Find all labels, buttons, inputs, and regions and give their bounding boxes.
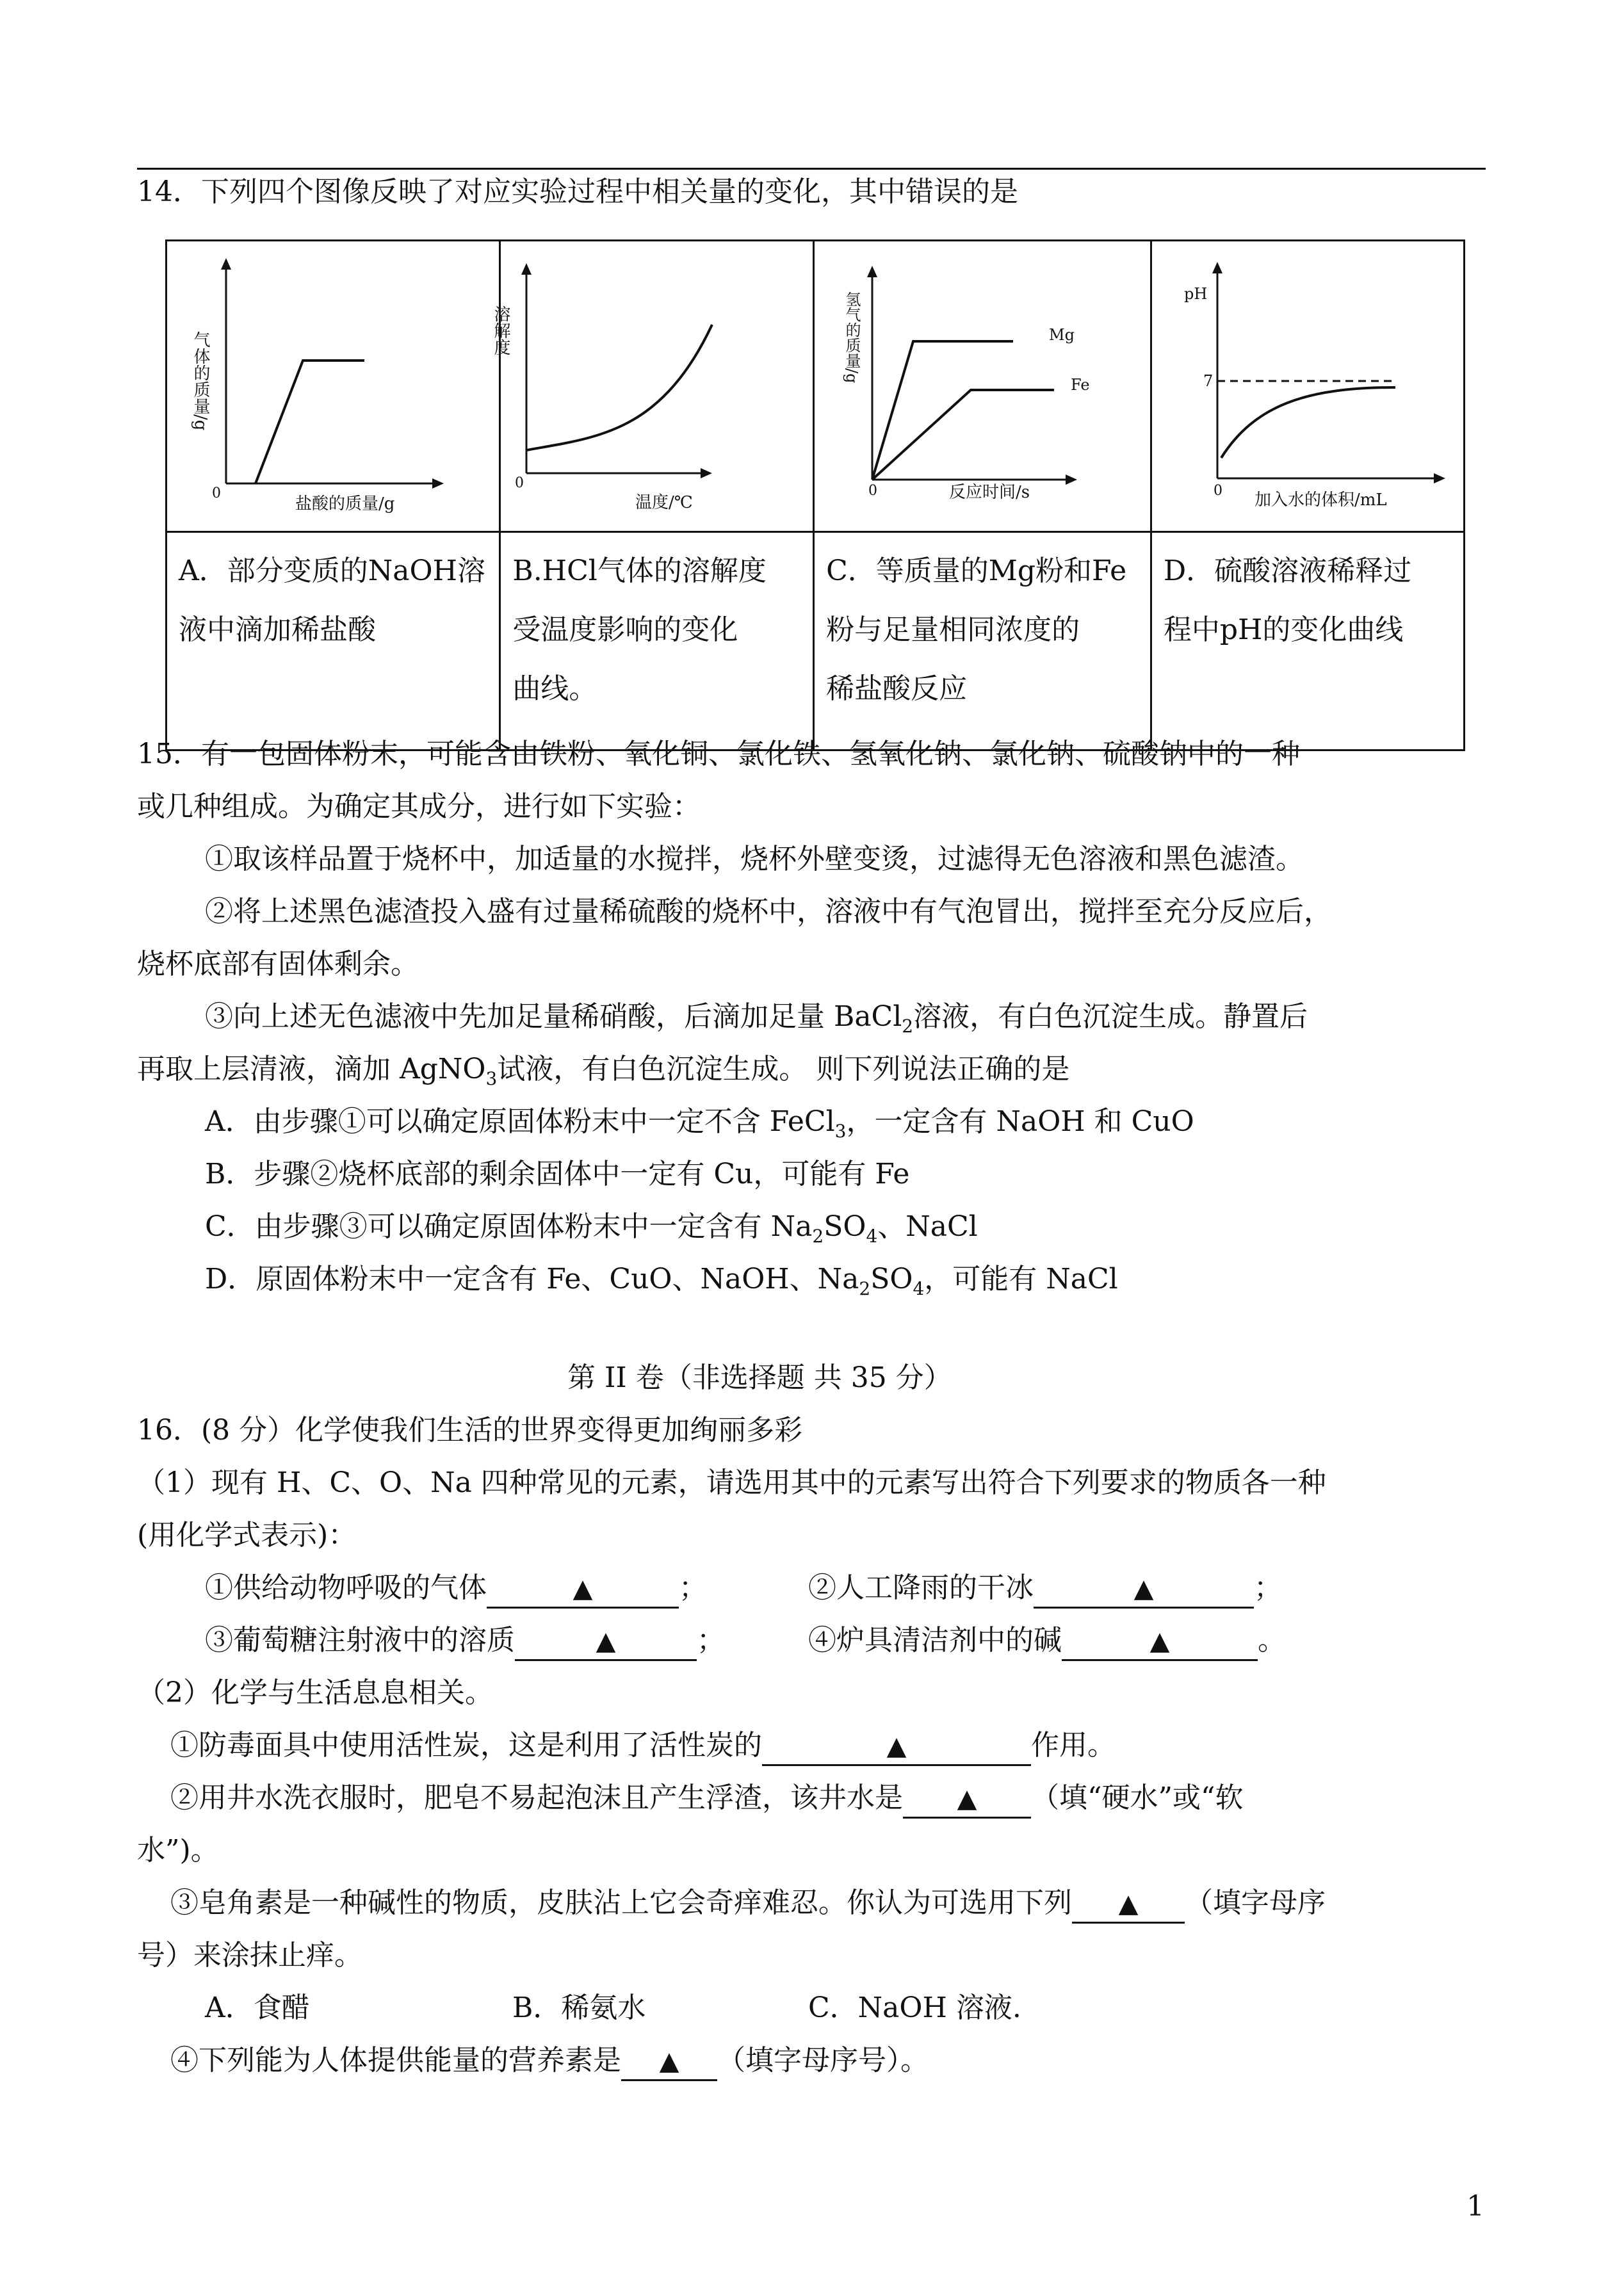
figure-b <box>491 241 815 531</box>
option-c-cell <box>814 532 1151 750</box>
q16-sub3-cont: 号）来涂抹止痒。 <box>137 1939 362 1972</box>
figure-c <box>815 241 1153 531</box>
q15-step3-line1: ③向上述无色滤液中先加足量稀硝酸，后滴加足量 BaCl$_2$溶液，有白色沉淀生成。静置后 <box>205 1000 1308 1037</box>
q16-part2: （2）化学与生活息息相关。 <box>137 1676 493 1709</box>
q15-step1: ①取该样品置于烧杯中，加适量的水搅拌，烧杯外壁变烫，过滤得无色溶液和黑色滤渣。 <box>205 843 1304 875</box>
answer-blank-3[interactable]: ▲ <box>515 1623 697 1661</box>
figure-b-ylabel: 溶解度 <box>491 305 511 355</box>
answer-blank-1[interactable]: ▲ <box>487 1570 679 1609</box>
option-d-cell <box>1151 532 1464 750</box>
figure-d-cell <box>1151 241 1464 532</box>
figure-d <box>1152 241 1466 531</box>
q16-choice-a: A．食醋 <box>205 1991 310 2024</box>
page-number: 1 <box>1466 2190 1484 2223</box>
q16-item3: ③葡萄糖注射液中的溶质 ▲ ； <box>205 1623 725 1661</box>
option-c-line2: 粉与足量相同浓度的 <box>826 613 1080 646</box>
figure-d-tick-7: 7 <box>1203 372 1214 390</box>
q15-option-b: B．步骤②烧杯底部的剩余固体中一定有 Cu，可能有 Fe <box>205 1158 910 1190</box>
option-b-line1: B.HCl气体的溶解度 <box>512 555 767 587</box>
option-d-line1: D．硫酸溶液稀释过 <box>1163 555 1412 587</box>
q16-item1: ①供给动物呼吸的气体 ▲ ； <box>205 1570 707 1609</box>
figure-a-cell <box>166 241 500 532</box>
option-b-cell <box>500 532 814 750</box>
option-c-line3: 稀盐酸反应 <box>826 672 968 705</box>
figure-c-cell <box>814 241 1151 532</box>
figure-c-ylabel: 氢气的质量/g <box>843 291 861 384</box>
answer-blank-2[interactable]: ▲ <box>1034 1570 1254 1609</box>
q16-sub3: ③皂角素是一种碱性的物质，皮肤沾上它会奇痒难忍。你认为可选用下列 ▲ （填字母序 <box>170 1885 1326 1924</box>
option-d-line2: 程中pH的变化曲线 <box>1163 613 1404 646</box>
series-mg-label: Mg <box>1049 326 1075 344</box>
figure-d-ylabel: pH <box>1183 285 1208 303</box>
q16-choice-b: B．稀氨水 <box>512 1991 646 2024</box>
q15-stem-line2: 或几种组成。为确定其成分，进行如下实验： <box>137 790 701 823</box>
q16-sub2-cont: 水”)。 <box>137 1834 219 1867</box>
series-fe-label: Fe <box>1071 376 1090 394</box>
figure-b-xlabel: 温度/℃ <box>635 493 694 512</box>
answer-blank-8[interactable]: ▲ <box>621 2043 717 2081</box>
option-a-cell <box>166 532 500 750</box>
q15-step2-line1: ②将上述黑色滤渣投入盛有过量稀硫酸的烧杯中，溶液中有气泡冒出，搅拌至充分反应后， <box>205 895 1332 928</box>
figure-a <box>167 241 501 531</box>
q14-figure-table <box>165 239 1465 751</box>
q16-item4: ④炉具清洁剂中的碱 ▲ 。 <box>808 1623 1286 1661</box>
q16-sub4: ④下列能为人体提供能量的营养素是 ▲ （填字母序号）。 <box>170 2043 929 2081</box>
figure-d-xlabel: 加入水的体积/mL <box>1254 491 1387 510</box>
answer-blank-4[interactable]: ▲ <box>1062 1623 1258 1661</box>
q14-stem: 14．下列四个图像反映了对应实验过程中相关量的变化，其中错误的是 <box>137 175 1018 208</box>
q16-choice-c: C．NaOH 溶液. <box>808 1991 1021 2024</box>
figure-b-origin: 0 <box>515 475 524 491</box>
figure-a-xlabel: 盐酸的质量/g <box>295 494 395 514</box>
answer-blank-6[interactable]: ▲ <box>903 1780 1031 1819</box>
section-2-title: 第 II 卷（非选择题 共 35 分） <box>567 1361 952 1394</box>
q16-item2: ②人工降雨的干冰 ▲ ； <box>808 1570 1282 1609</box>
q15-option-d: D．原固体粉末中一定含有 Fe、CuO、NaOH、$Na_2SO_4$，可能有 NaCl <box>205 1263 1118 1299</box>
figure-a-origin: 0 <box>212 485 221 501</box>
answer-blank-7[interactable]: ▲ <box>1072 1885 1185 1924</box>
q15-option-c: C．由步骤③可以确定原固体粉末中一定含有 $Na_2SO_4$、NaCl <box>205 1210 978 1247</box>
q16-stem: 16．(8 分）化学使我们生活的世界变得更加绚丽多彩 <box>137 1414 803 1447</box>
option-c-line1: C．等质量的Mg粉和Fe <box>826 555 1127 587</box>
q15-option-a: A．由步骤①可以确定原固体粉末中一定不含 FeCl$_3$，一定含有 NaOH 和 CuO <box>205 1105 1194 1142</box>
q15-step2-line2: 烧杯底部有固体剩余。 <box>137 948 419 980</box>
figure-c-origin: 0 <box>868 483 878 499</box>
header-rule <box>137 168 1486 170</box>
q16-part1-line1: （1）现有 H、C、O、Na 四种常见的元素，请选用其中的元素写出符合下列要求的物质各一种 <box>137 1466 1326 1499</box>
q15-step3-line2: 再取上层清液，滴加 AgNO$_3$试液，有白色沉淀生成。 则下列说法正确的是 <box>137 1053 1070 1089</box>
figure-c-xlabel: 反应时间/s <box>949 483 1030 502</box>
q16-sub1: ①防毒面具中使用活性炭，这是利用了活性炭的 ▲ 作用。 <box>170 1728 1116 1766</box>
answer-blank-5[interactable]: ▲ <box>762 1728 1031 1766</box>
option-a-line2: 液中滴加稀盐酸 <box>179 613 376 646</box>
figure-d-origin: 0 <box>1213 483 1222 499</box>
figure-a-ylabel: 气体的质量/g <box>191 331 210 431</box>
q15-stem-line1: 15．有一包固体粉末，可能含由铁粉、氧化铜、氯化铁、氢氧化钠、氯化钠、硫酸钠中的一种 <box>137 738 1300 770</box>
option-b-line3: 曲线。 <box>512 672 597 705</box>
q16-part1-line2: (用化学式表示)： <box>137 1519 357 1552</box>
option-b-line2: 受温度影响的变化 <box>512 613 738 646</box>
q16-sub2: ②用井水洗衣服时，肥皂不易起泡沫且产生浮渣，该井水是 ▲ （填“硬水”或“软 <box>170 1780 1243 1819</box>
figure-b-cell <box>491 241 814 532</box>
option-a-line1: A．部分变质的NaOH溶 <box>179 555 485 587</box>
